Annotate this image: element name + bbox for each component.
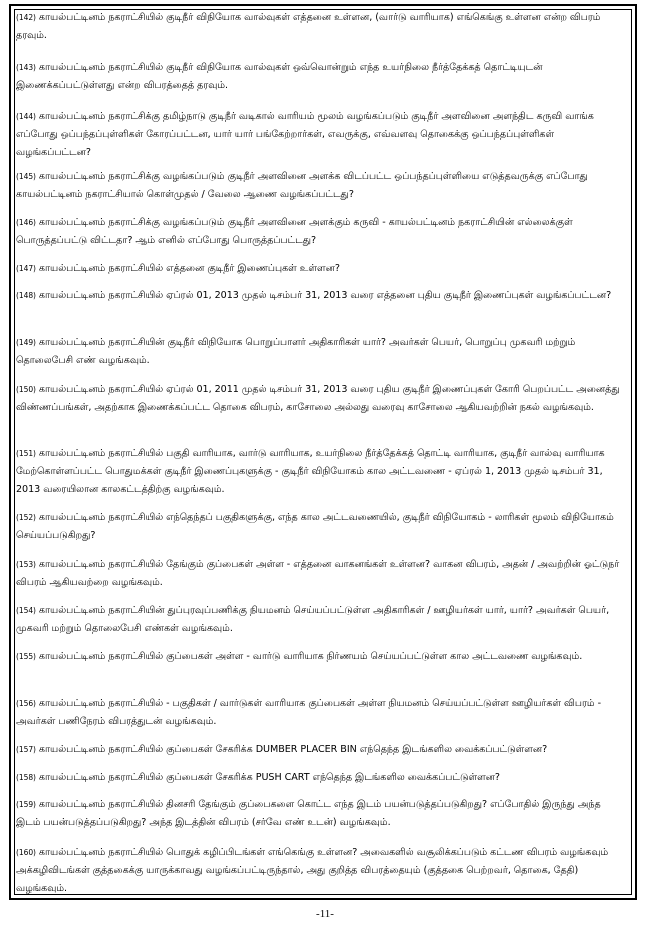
question-text: காயல்பட்டினம் நகராட்சியில் ஏப்ரல் 01, 2011 முதல் டிசம்பர் 31, 2013 வரை புதிய குடிநீர் இணைப்புகள் கோரி பெறப்பட்ட அனைத்து விண்ணப்பங்கள், அதற்காக இணைக்கப்பட்ட தொகை விபரம், காசோலை அல்லது வரைவு காசோலை ஆகியவற்றின் நகல் வழங்கவும். bbox=[16, 384, 620, 413]
question-text: காயல்பட்டினம் நகராட்சியில் எந்தெந்தப் பகுதிகளுக்கு, எந்த கால அட்டவணையில், குடிநீர் விநியோகம் - லாரிகள் மூலம் விநியோகம் செய்யப்படுகிறது? bbox=[16, 512, 614, 541]
question-150 bbox=[16, 381, 620, 417]
question-154 bbox=[16, 602, 620, 638]
question-number: (148) bbox=[16, 291, 36, 300]
question-text: காயல்பட்டினம் நகராட்சியில் - பகுதிகள் / வார்டுகள் வாரியாக குப்பைகள் அள்ள நியமனம் செய்யப்பட்டுள்ள ஊழியர்கள் விபரம் - அவர்கள் பணிநேரம் விபரத்துடன் வழங்கவும். bbox=[16, 698, 601, 727]
question-149 bbox=[16, 334, 620, 370]
question-text: காயல்பட்டினம் நகராட்சியின் துப்புரவுப்பணிக்கு நியமனம் செய்யப்பட்டுள்ள அதிகாரிகள் / ஊழியர்கள் யார், யார்? அவர்கள் பெயர், முகவரி மற்றும் தொலைபேசி எண்கள் வழங்கவும். bbox=[16, 605, 610, 634]
question-142 bbox=[16, 9, 620, 45]
question-number: (146) bbox=[16, 218, 36, 227]
question-number: (157) bbox=[16, 745, 36, 754]
question-number: (159) bbox=[16, 800, 36, 809]
question-157 bbox=[16, 741, 620, 759]
question-text: காயல்பட்டினம் நகராட்சியில் தேங்கும் குப்பைகள் அள்ள - எத்தனை வாகனங்கள் உள்ளன? வாகன விபரம், அதன் / அவற்றின் ஓட்டுநர் விபரம் ஆகியவற்றை வழங்கவும். bbox=[16, 559, 620, 588]
question-text: காயல்பட்டினம் நகராட்சியில் குடிநீர் விநியோக வால்வுகள் ஒவ்வொன்றும் எந்த உயர்நிலை நீர்த்தேக்கத் தொட்டியுடன் இணைக்கப்பட்டுள்ளது என்ற விபரத்தைத் தரவும். bbox=[16, 62, 543, 91]
question-text: காயல்பட்டினம் நகராட்சியில் எத்தனை குடிநீர் இணைப்புகள் உள்ளன? bbox=[38, 263, 340, 274]
question-155 bbox=[16, 648, 620, 666]
question-number: (147) bbox=[16, 264, 36, 273]
question-text: காயல்பட்டினம் நகராட்சியில் குடிநீர் விநியோக வால்வுகள் எத்தனை உள்ளன, (வார்டு வாரியாக) எங்கெங்கு உள்ளன என்ற விபரம் தரவும். bbox=[16, 12, 601, 41]
question-146 bbox=[16, 214, 620, 250]
question-number: (144) bbox=[16, 112, 36, 121]
question-number: (155) bbox=[16, 652, 36, 661]
question-number: (152) bbox=[16, 513, 36, 522]
question-text: காயல்பட்டினம் நகராட்சியில் தினசரி தேங்கும் குப்பைகளை கொட்ட எந்த இடம் பயன்படுத்தப்படுகிறது? எப்போதில் இருந்து அந்த இடம் பயன்படுத்தப்படுகிறது? அந்த இடத்தின் விபரம் (சர்வே எண் உடன்) வழங்கவும். bbox=[16, 799, 601, 828]
question-148 bbox=[16, 287, 620, 305]
question-text: காயல்பட்டினம் நகராட்சியில் குப்பைகள் சேகரிக்க PUSH CART எந்தெந்த இடங்களில வைக்கப்பட்டுள்ளன? bbox=[38, 772, 500, 783]
question-number: (153) bbox=[16, 560, 36, 569]
question-152 bbox=[16, 509, 620, 545]
question-number: (145) bbox=[16, 172, 36, 181]
page-number: -11- bbox=[316, 908, 334, 920]
question-number: (158) bbox=[16, 773, 36, 782]
question-text: காயல்பட்டினம் நகராட்சியில் குப்பைகள் சேகரிக்க DUMBER PLACER BIN எந்தெந்த இடங்களில வைக்கப்பட்டுள்ளன? bbox=[38, 744, 548, 755]
question-text: காயல்பட்டினம் நகராட்சிக்கு வழங்கப்படும் குடிநீர் அளவினை அளக்க விடப்பட்ட ஒப்பந்தப்புள்ளியை எடுத்தவருக்கு எப்போது காயல்பட்டினம் நகராட்சியால் கொள்முதல் / வேலை ஆணை வழங்கப்பட்டது? bbox=[16, 171, 588, 200]
question-number: (149) bbox=[16, 338, 36, 347]
question-153 bbox=[16, 556, 620, 592]
question-156 bbox=[16, 695, 620, 731]
question-text: காயல்பட்டினம் நகராட்சியில் பகுதி வாரியாக, வார்டு வாரியாக, உயர்நிலை நீர்த்தேக்கத் தொட்டி வாரியாக, குடிநீர் வால்வு வாரியாக மேற்கொள்ளப்பட்ட பொதுமக்கள் குடிநீர் இணைப்புகளுக்கு - குடிநீர் விநியோகம் கால அட்டவணை - ஏப்ரல் 1, 2013 முதல் டிசம்பர் 31, 2013 வரையிலான காலகட்டத்திற்கு வழங்கவும். bbox=[16, 448, 605, 495]
question-number: (151) bbox=[16, 449, 36, 458]
question-143 bbox=[16, 59, 620, 95]
question-147 bbox=[16, 260, 620, 278]
question-145 bbox=[16, 168, 620, 204]
question-text: காயல்பட்டினம் நகராட்சிக்கு வழங்கப்படும் குடிநீர் அளவினை அளக்கும் கருவி - காயல்பட்டினம் நகராட்சியின் எல்லைக்குள் பொருத்தப்பட்டு விட்டதா? ஆம் எனில் எப்போது பொருத்தப்பட்டது? bbox=[16, 217, 573, 246]
question-number: (156) bbox=[16, 699, 36, 708]
question-144 bbox=[16, 108, 620, 162]
question-number: (160) bbox=[16, 848, 36, 857]
question-number: (143) bbox=[16, 63, 36, 72]
question-text: காயல்பட்டினம் நகராட்சியில் குப்பைகள் அள்ள - வார்டு வாரியாக நிர்ணயம் செய்யப்பட்டுள்ள கால அட்டவணை வழங்கவும். bbox=[38, 651, 583, 662]
question-159 bbox=[16, 796, 620, 832]
question-text: காயல்பட்டினம் நகராட்சியில் பொதுக் கழிப்பிடங்கள் எங்கெங்கு உள்ளன? அவைகளில் வசூலிக்கப்படும் கட்டண விபரம் வழங்கவும் அக்கழிவிடங்கள் குத்தகைக்கு யாருக்காவது வழங்கப்பட்டிருந்தால், அது குறித்த விபரத்தையும் (குத்தகை பெற்றவர், தொகை, தேதி) வழங்கவும். bbox=[16, 847, 609, 894]
question-158 bbox=[16, 769, 620, 787]
question-number: (150) bbox=[16, 385, 36, 394]
question-number: (154) bbox=[16, 606, 36, 615]
question-151 bbox=[16, 445, 620, 499]
question-text: காயல்பட்டினம் நகராட்சியின் குடிநீர் விநியோக பொறுப்பாளர் அதிகாரிகள் யார்? அவர்கள் பெயர், பொறுப்பு முகவரி மற்றும் தொலைபேசி எண் வழங்கவும். bbox=[16, 337, 576, 366]
question-number: (142) bbox=[16, 13, 36, 22]
question-text: காயல்பட்டினம் நகராட்சிக்கு தமிழ்நாடு குடிநீர் வடிகால் வாரியம் மூலம் வழங்கப்படும் குடிநீர் அளவினை அளந்திட கருவி வாங்க எப்போது ஒப்பந்தப்புள்ளிகள் கோரப்பட்டன, யார் யார் பங்கேற்றார்கள், எவருக்கு, எவ்வளவு தொகைக்கு ஒப்பந்தப்புள்ளிகள் வழங்கப்பட்டன? bbox=[16, 111, 594, 158]
question-160 bbox=[16, 844, 620, 898]
question-text: காயல்பட்டினம் நகராட்சியில் ஏப்ரல் 01, 2013 முதல் டிசம்பர் 31, 2013 வரை எத்தனை புதிய குடிநீர் இணைப்புகள் வழங்கப்பட்டன? bbox=[38, 290, 612, 301]
